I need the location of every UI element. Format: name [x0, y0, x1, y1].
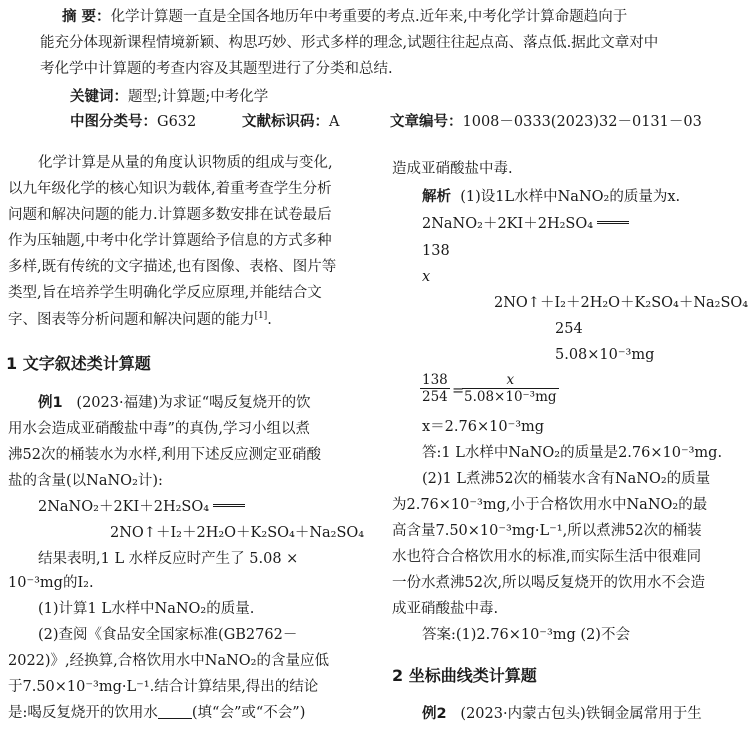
equals-sign: =: [452, 383, 465, 399]
keywords: [70, 86, 268, 108]
result-line: 结果表明,1 L 水样反应时产生了 5.08 ×: [38, 551, 299, 567]
reaction-equals-sign: [213, 504, 245, 507]
intro-line: 类型,旨在培养学生明确化学反应原理,并能结合文: [8, 285, 322, 301]
result-line: 10⁻³mg的I₂.: [8, 575, 94, 591]
unknown-x: x: [422, 269, 431, 285]
solution-label: 解析: [422, 189, 451, 205]
example-2-label: 例2: [422, 706, 447, 722]
section-heading-1: 1 文字叙述类计算题: [6, 354, 151, 373]
example-2-line: 例2 (2023·内蒙古包头)铁铜金属常用于生: [422, 706, 702, 722]
equation-left: 2NaNO₂＋2KI＋2H₂SO₄: [422, 213, 629, 235]
analysis-2-line: 水也符合合格饮用水的标准,而实际生活中很难同: [392, 549, 702, 565]
analysis-2-line: (2)1 L煮沸52次的桶装水含有NaNO₂的质量: [422, 471, 711, 487]
equation-left: 2NaNO₂＋2KI＋2H₂SO₄: [38, 496, 245, 518]
question-2-line: 于7.50×10⁻³mg·L⁻¹.结合计算结果,得出的结论: [8, 679, 319, 695]
solution-line: 解析 (1)设1L水样中NaNO₂的质量为x.: [422, 189, 681, 205]
keywords-label: 关键词：: [70, 89, 128, 105]
equation-right: 2NO↑＋I₂＋2H₂O＋K₂SO₄＋Na₂SO₄: [494, 295, 749, 311]
example-1-label: 例1: [38, 395, 63, 411]
abstract-line-1: 摘 要：化学计算题一直是全国各地历年中考重要的考点.近年来,中考化学计算命题趋向于: [62, 9, 628, 25]
analysis-2-line: 一份水煮沸52次,所以喝反复烧开的饮用水不会造: [392, 575, 706, 591]
intro-line: 化学计算是从量的角度认识物质的组成与变化,: [38, 155, 333, 171]
molar-mass-138: 138: [422, 243, 450, 259]
clc-number: 中图分类号：G632: [70, 114, 197, 130]
question-2-line: 2022)》,经换算,合格饮用水中NaNO₂的含量应低: [8, 653, 329, 669]
intro-line: 作为压轴题,中考中化学计算题给予信息的方式多种: [8, 233, 332, 249]
question-1: (1)计算1 L水样中NaNO₂的质量.: [38, 601, 255, 617]
intro-line: 多样,既有传统的文字描述,也有图像、表格、图片等: [8, 259, 337, 275]
continued-text: 造成亚硝酸盐中毒.: [392, 161, 513, 177]
example-1-line: 例1 (2023·福建)为求证“喝反复烧开的饮: [38, 395, 311, 411]
fraction-138-254: $\frac{138}{254}$: [422, 372, 448, 405]
fraction-x-508: $\frac{x}{\text{5.08×10⁻³mg}}$: [464, 372, 557, 405]
answer-1: 答:1 L水样中NaNO₂的质量是2.76×10⁻³mg.: [422, 445, 723, 461]
question-2-line: (2)查阅《食品安全国家标准(GB2762－: [38, 627, 298, 643]
final-answer: 答案:(1)2.76×10⁻³mg (2)不会: [422, 627, 630, 643]
intro-line: 字、图表等分析问题和解决问题的能力[1].: [8, 311, 272, 328]
intro-line: 问题和解决问题的能力.计算题多数安排在试卷最后: [8, 207, 332, 223]
answer-blank: [158, 704, 192, 719]
analysis-2-line: 为2.76×10⁻³mg,小于合格饮用水中NaNO₂的最: [392, 497, 708, 513]
x-value: x＝2.76×10⁻³mg: [422, 419, 545, 435]
iodine-mass: 5.08×10⁻³mg: [555, 347, 655, 363]
example-1-line: 沸52次的桶装水为水样,利用下述反应测定亚硝酸: [8, 447, 322, 463]
equation-right: 2NO↑＋I₂＋2H₂O＋K₂SO₄＋Na₂SO₄: [110, 525, 365, 541]
analysis-2-line: 高含量7.50×10⁻³mg·L⁻¹,所以煮沸52次的桶装: [392, 523, 702, 539]
reaction-equals-sign: [597, 221, 629, 224]
intro-line: 以九年级化学的核心知识为载体,着重考查学生分析: [8, 181, 332, 197]
example-1-line: 用水会造成亚硝酸盐中毒”的真伪,学习小组以煮: [8, 421, 311, 437]
question-2-line: 是:喝反复烧开的饮用水 (填“会”或“不会”): [8, 705, 306, 721]
abstract-line-3: 考化学中计算题的考查内容及其题型进行了分类和总结.: [40, 61, 393, 77]
abstract-line-2: 能充分体现新课程情境新颖、构思巧妙、形式多样的理念,试题往往起点高、落点低.据此文章对中: [40, 35, 659, 51]
abstract-label: 摘 要：: [62, 9, 111, 25]
citation: [1]: [254, 311, 268, 322]
keywords-value: 题型;计算题;中考化学: [128, 89, 269, 105]
doc-code: 文献标识码：A: [242, 114, 340, 130]
molar-mass-254: 254: [555, 321, 583, 337]
example-1-line: 盐的含量(以NaNO₂计):: [8, 473, 163, 489]
analysis-2-line: 成亚硝酸盐中毒.: [392, 601, 499, 617]
article-number: 文章编号：1008－0333(2023)32－0131－03: [390, 114, 702, 130]
section-heading-2: 2 坐标曲线类计算题: [392, 666, 537, 685]
